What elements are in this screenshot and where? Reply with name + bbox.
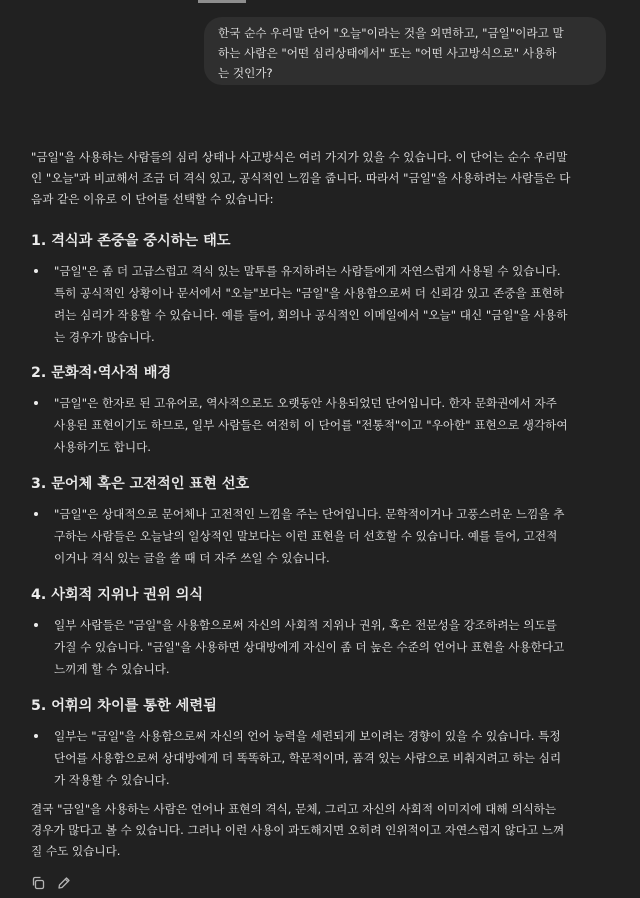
bullet-text: "금일"은 좀 더 고급스럽고 격식 있는 말투를 유지하려는 사람들에게 자연스럽게 사용될 수 있습니다. 특히 공식적인 상황이나 문서에서 "오늘"보다는 "금일"을 사용함으로써 더 신뢰감 있고 존중을 표현하 려는 심리가 작용할 수 있습니다. 예를 들어, 회의나 공식적인 이메일에서 "오늘" 대신 "금일"을 사용하 는 경우가 많습니다. (54, 264, 568, 344)
bullet-dot-icon (34, 512, 38, 516)
user-message-bubble: 한국 순수 우리말 단어 "오늘"이라는 것을 외면하고, "금일"이라고 말 하는 사람은 "어떤 심리상태에서" 또는 "어떤 사고방식으로" 사용하 는 것인가? (204, 17, 606, 85)
list-item (31, 614, 611, 680)
section-4 (31, 585, 611, 680)
bullet-text: "금일"은 한자로 된 고유어로, 역사적으로도 오랫동안 사용되었던 단어입니다. 한자 문화권에서 자주 사용된 표현이기도 하므로, 일부 사람들은 여전히 이 단어를 "전통적"이고 "우아한" 표현으로 생각하여 사용하기도 합니다. (54, 396, 568, 454)
section-heading: 1. 격식과 존중을 중시하는 태도 (31, 233, 231, 249)
bullet-list (31, 260, 611, 348)
section-heading: 5. 어휘의 차이를 통한 세련됨 (31, 698, 217, 714)
copy-button[interactable] (29, 874, 47, 892)
bullet-dot-icon (34, 734, 38, 738)
section-1 (31, 231, 611, 348)
conclusion-paragraph: 결국 "금일"을 사용하는 사람은 언어나 표현의 격식, 문체, 그리고 자신의 사회적 이미지에 대해 의식하는 경우가 많다고 볼 수 있습니다. 그러나 이런 사용이 과도해지면 오히려 인위적이고 자연스럽지 않다고 느껴 질 수도 있습니다. (31, 802, 565, 858)
list-item (31, 503, 611, 569)
section-2 (31, 363, 611, 458)
copy-icon (31, 876, 45, 890)
section-heading: 2. 문화적·역사적 배경 (31, 365, 172, 381)
bullet-text: 일부는 "금일"을 사용함으로써 자신의 언어 능력을 세련되게 보이려는 경향이 있을 수 있습니다. 특정 단어를 사용함으로써 상대방에게 더 똑똑하고, 학문적이며, 품격 있는 사람으로 비춰지려고 하는 심리 가 작용할 수 있습니다. (54, 729, 562, 787)
bullet-dot-icon (34, 623, 38, 627)
section-3 (31, 474, 611, 569)
edit-icon (57, 876, 71, 890)
bullet-list (31, 503, 611, 569)
bullet-list (31, 614, 611, 680)
section-heading: 3. 문어체 혹은 고전적인 표현 선호 (31, 476, 250, 492)
edit-button[interactable] (55, 874, 73, 892)
bullet-text: "금일"은 상대적으로 문어체나 고전적인 느낌을 주는 단어입니다. 문학적이거나 고풍스러운 느낌을 추 구하는 사람들은 오늘날의 일상적인 말보다는 이런 표현을 더 선호할 수 있습니다. 예를 들어, 고전적 이거나 격식 있는 글을 쓸 때 더 자주 쓰일 수 있습니다. (54, 507, 565, 565)
bullet-dot-icon (34, 269, 38, 273)
section-heading: 4. 사회적 지위나 권위 의식 (31, 587, 204, 603)
bullet-list (31, 725, 611, 791)
bullet-list (31, 392, 611, 458)
list-item (31, 725, 611, 791)
intro-paragraph: "금일"을 사용하는 사람들의 심리 상태나 사고방식은 여러 가지가 있을 수 있습니다. 이 단어는 순수 우리말 인 "오늘"과 비교해서 조금 더 격식 있고, 공식적인 느낌을 줍니다. 따라서 "금일"을 사용하려는 사람들은 다 음과 같은 이유로 이 단어를 선택할 수 있습니다: (31, 150, 571, 206)
list-item (31, 260, 611, 348)
list-item (31, 392, 611, 458)
section-5 (31, 696, 611, 791)
scroll-edge-fragment (198, 0, 246, 3)
bullet-dot-icon (34, 401, 38, 405)
message-action-bar (29, 874, 73, 892)
bullet-text: 일부 사람들은 "금일"을 사용함으로써 자신의 사회적 지위나 권위, 혹은 전문성을 강조하려는 의도를 가질 수 있습니다. "금일"을 사용하면 상대방에게 자신이 좀 더 높은 수준의 언어나 표현을 사용한다고 느끼게 할 수 있습니다. (54, 618, 565, 676)
